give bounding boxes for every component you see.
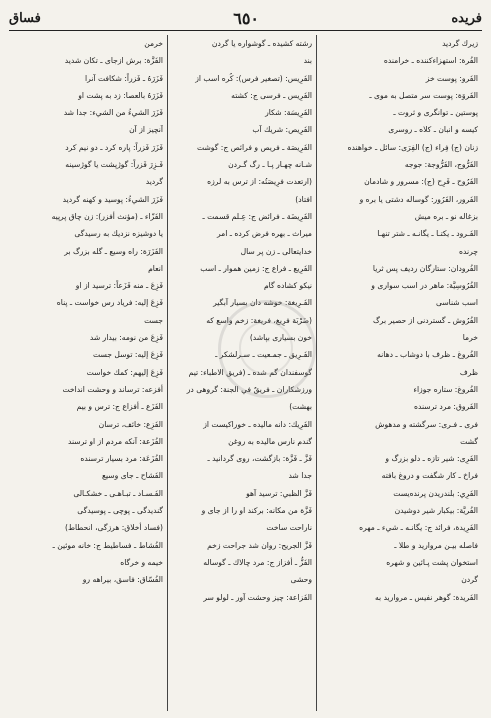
entry-line: (فساد أخلاق: هرزگى، انحطاط) [65,523,163,533]
entry-line: الفَـسـاد ـ تبـاهـى ـ خشكـالى [73,488,163,498]
entry-line: فَزِعَ إليهم: كمك خواست [86,367,163,377]
entry-line: الفَرِي: بلندريدن پرنده‌يست [393,488,478,498]
entry-line: نيكو كشاده گام [263,281,312,291]
entry-line: الفُروغ ـ ظرف با دوشاب ـ دهانه [377,350,478,360]
entry-line: الفَرِيسَة: شكار [265,108,312,118]
entry-line: ورزشكاران ـ فريقٌ في الجنة: گروهى در [186,384,312,394]
column-left [9,35,167,711]
entry-line: الفُشاط ـ فساطيط ج: خانه موئين ـ [52,540,163,550]
entry-line: الفَزَع ـ أفزاع ج: ترس و بيم [76,402,163,412]
header-last-entry: فساق [9,10,41,26]
entry-line: الفُرُوش ـ گستردنى از حصير برگ [372,315,478,325]
entry-line: جدا شد [288,471,312,481]
entry-line: الفَرِيع ـ فراع ج: زمين هموار ـ اسب [200,263,312,273]
entry-line: الفَشاح ـ جاى وسيع [101,471,163,481]
entry-line: الفُريَّة: بيكبار شير دوشيدن [394,506,478,516]
entry-line: بند [303,56,312,66]
page-header [9,6,482,31]
entry-line: فَزَرَ الشيءُ: پوسيد و كهنه گرديد [62,194,163,204]
entry-line: الفُسّاق: فاسق، بيراهه رو [82,575,163,585]
entry-line: الفُروغ: ستاره جوزاء [413,384,478,394]
entry-line: الفَرُوح ـ فَرِح (ج): مسرور و شادمان [364,177,478,187]
entry-line: فَزَّ ـ فَزَّة: بازگشت، روى گردانيد ـ [207,454,312,464]
header-first-entry: فريده [451,10,482,26]
entry-line: الفَزَّة: برش ازجاى ـ تكان شديد [64,56,163,66]
entry-line: جست [144,315,163,325]
page-number: ٦٥٠ [233,8,259,28]
entry-line: زيرك گرديد [442,39,478,48]
entry-line: فَزَرَ الشيءُ من الشيء: جدا شد [63,108,163,118]
entry-line: فَزَرَ فَزراً: پاره كرد ـ دو نيم كرد [65,142,163,152]
entry-line: الفُرة: استهزاءكننده ـ خرامنده [383,56,478,66]
entry-line: گشت [460,436,478,446]
entry-line: الفَرِيس ـ فرسى ج: كشته [231,90,312,100]
entry-line: يا دوشيزه نزديك به رسيدگى [74,229,163,239]
entry-line: الفُرُوسِيَّة: ماهر در اسب سوارى و [371,281,478,291]
entry-line: الفَريدة: گوهر نفيس ـ مرواريد به [374,592,478,602]
entry-line: ناراحت ساخت [266,523,312,533]
entry-line: الفَروق: مرد ترسنده [414,402,478,412]
entry-line: فَزَّ الجريح: روان شد جراحت زخم [207,540,312,550]
entry-line: آنچيز از آن [129,125,163,135]
entry-line: الفَزّاء ـ (مؤنث أفزر): زن چاق پرپيه [51,211,163,221]
entry-line: اسب شناسى [435,298,478,308]
column-middle [167,35,317,711]
entry-line: فَزَّ الظبي: ترسيد آهو [246,488,312,498]
entry-line: الفَزاعة: چيز وحشت آور ـ لولو سر [203,592,312,602]
entry-line: الفَزِع: خائف، ترسان [98,419,163,429]
entry-line: گندم نارس ماليده به روغن [228,436,312,446]
entry-line: الفَرُّوج، الفَرُّوجة: جوجه [404,160,478,170]
entry-line: الفَـرِيغة: خوشه دان بسيار آبگير [213,298,312,308]
entry-line: رشته كشيده ـ گوشواره يا گردن [211,39,312,48]
entry-line: پوستين ـ توانگرى و ثروت ـ [393,108,478,118]
entry-line: ظرف [459,367,478,377]
entry-line: گنديدگى ـ پوچى ـ پوسيدگى [77,506,163,516]
entry-line: الفَرِيدة، فرائد ج: يگانـه ـ شيء ـ مهره [359,523,478,533]
entry-line: خدايتعالى ـ زن پر سال [240,246,312,256]
entry-line: فَزِعَ ـ منه فَزَعاً: ترسيد از او [75,281,163,291]
entry-line: فرى ـ فـرى: سرگشته و مدهوش [375,419,478,429]
entry-line: گوسفندان گم شده ـ (فريق الاطباء: تيم [188,367,312,377]
entry-line: خيمه و خرگاه [120,557,163,567]
entry-line: فَـزِرَ فَزراً: گوژپشت يا گوژسينه [65,160,163,170]
entry-line: فَزَّة من مكانه: بركند او را از جاى و [201,506,312,516]
entry-line: الفُزَعَة: مرد بسيار ترسنده [80,454,163,464]
entry-line: الفَرور، الفَرُور: گوساله دشتى يا بره و [359,194,478,204]
entry-line: خرما [462,333,478,343]
entry-line: وحشى [290,575,312,585]
entry-line: كيسه و انبان ـ كلاه ـ روسرى [388,125,478,135]
entry-line: الفَرِيصَة ـ فريص و فرائص ج: گوشت [196,142,312,152]
entry-line: الفَرِيص: شريك آب [252,125,312,135]
entry-line: الفَرو: پوست خز [425,73,478,83]
entry-line: شـانه چهـار پـا ـ رگ گـردن [228,160,312,170]
entry-line: (ضَرْبَة فرِيغ، فريغة: زخم واسع كه [206,315,312,325]
entry-line: الفَروَة: پوست سر متصل به موى ـ [369,90,478,100]
entry-line: الفَرِيك: دانه ماليده ـ خوراكيست از [203,419,312,429]
entry-line: (ارتعدت فرِيصَتُه: از ترس به لرزه [207,177,312,187]
column-right [317,35,482,711]
entry-line: چرنده [459,246,478,256]
entry-line: فَزَرَهُ ـ فَزراً: شكافت آنرا [85,73,163,83]
entry-line: گرديد [145,177,163,187]
entry-line: الفَزُّ ـ أفزاز ج: مرد چالاك ـ گوساله [203,557,312,567]
entry-line: الفَـرود ـ يكتـا ـ يگانـه ـ شتر تنهـا [377,229,478,239]
entry-line: أفزعه: ترساند و وحشت انداخت [62,384,163,394]
entry-line: فراخ ـ كار شگفت و دروغ بافته [381,471,478,481]
entry-line: ميراث ـ بهره فرض كرده ـ امر [216,229,312,239]
entry-line: الفُزَعة: آنكه مردم از او ترسند [67,436,163,446]
entry-line: بهشت) [289,402,312,412]
entry-line: استخوان پشت پـائين و شهره [386,557,478,567]
entry-line: فاصله بيـن مرواريد و طلا ـ [394,540,478,550]
entry-line: الفَرِى: شير تازه ـ دلو بزرگ و [385,454,478,464]
entry-line: الفَرِيضَة ـ فرائض ج: عِـلم قسمت ـ [202,211,312,221]
entry-line: افتاد) [295,194,312,204]
entry-line: فَزِعَ إليه: فرياد رس خواست ـ پناه [56,298,163,308]
entry-line: فَزَرَهُ بالعصا: زد به پشت او [78,90,163,100]
entry-line: خون بسيارى بپاشد) [249,333,312,343]
entry-line: الفُرودان: ستارگان رديف پس ثريا [372,263,478,273]
entry-line: بزغاله نو ـ بره ميش [414,211,478,221]
entry-line: گردن [461,575,478,585]
entry-line: انعام [148,263,163,273]
columns [9,35,482,711]
entry-line: الفَرِيس: (تصغير فرس): كُره اسب از [195,73,312,83]
entry-line: زنان (ج) فِراء (ج) الفِرَى: سائل ـ خواهنده [347,142,478,152]
entry-line: الفَـرِيق ـ جمـعيت ـ سـرلشكر ـ [215,350,312,360]
entry-line: فَزِعَ إليه: توسل جست [92,350,163,360]
entry-line: الفَزَرَة: راه وسيع ـ گله بزرگ بر [64,246,163,256]
entry-line: خرمن [144,39,163,48]
entry-line: فَزِعَ من نومه: بيدار شد [89,333,163,343]
